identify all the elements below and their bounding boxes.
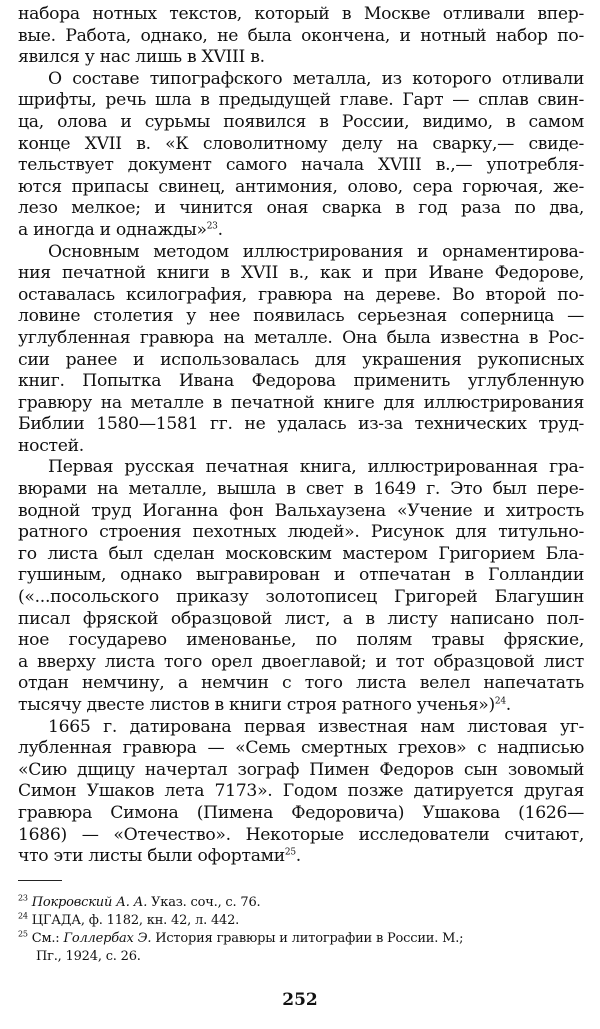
- text-line-content: 1686) — «Отечество». Некоторые исследователи считают,: [18, 824, 584, 845]
- text-line-content: ния печатной книги в XVII в., как и при Иване Федорове,: [18, 263, 584, 284]
- footnote-marker: 25: [284, 847, 296, 858]
- text-line: [18, 587, 584, 609]
- text-line: [18, 760, 584, 782]
- footnote-item: [18, 930, 584, 948]
- text-line-content: тысячу двесте листов в книги строя ратного ученья»): [18, 695, 495, 715]
- text-line-content: набора нотных текстов, который в Москве отливали впер-: [18, 4, 584, 24]
- text-line: [18, 328, 584, 350]
- text-line: [18, 630, 584, 652]
- text-line: [18, 522, 584, 544]
- text-line-content: явился у нас лишь в XVIII в.: [18, 47, 265, 68]
- text-line: [18, 673, 584, 695]
- text-line-content: углубленная гравюра на металле. Она была известна в Рос-: [18, 327, 584, 348]
- footnote-divider: [18, 880, 62, 881]
- text-line-content: лубленная гравюра — «Семь смертных грехов» с надписью: [18, 738, 584, 759]
- footnote-item: [18, 948, 584, 966]
- text-line: [18, 285, 584, 307]
- text-line-content: «Сию дщицу начертал зограф Пимен Федоров сын зовомый: [18, 759, 584, 780]
- text-line-content: вюрами на металле, вышла в свет в 1649 г. Это был пере-: [18, 479, 584, 500]
- text-line: [18, 26, 584, 48]
- text-line: [18, 803, 584, 825]
- text-line-content: лезо мелкое; и чинится оная сварка в год раза по два,: [18, 198, 584, 219]
- text-line: [18, 457, 584, 479]
- text-line-content: Симон Ушаков лета 7173». Годом позже датируется другая: [18, 781, 584, 802]
- text-line-content: ратного строения пехотных людей». Рисунок для титульно-: [18, 522, 584, 543]
- text-line: [18, 155, 584, 177]
- text-line: [18, 4, 584, 26]
- footnote-prefix: См.:: [31, 931, 64, 946]
- text-line: [18, 393, 584, 415]
- text-line: [18, 90, 584, 112]
- body-text: [18, 4, 584, 868]
- text-line: [18, 609, 584, 631]
- text-line: [18, 242, 584, 264]
- text-line: [18, 738, 584, 760]
- text-line: [18, 350, 584, 372]
- text-line-content: («...посольского приказу золотописец Григорей Благушин: [18, 587, 584, 608]
- text-line-content: водной труд Иоганна фон Вальхаузена «Учение и хитрость: [18, 500, 584, 521]
- text-line: [18, 134, 584, 156]
- text-line-content: писал фряской образцовой лист, а в листу написано пол-: [18, 608, 584, 629]
- footnote-text: Пг., 1924, с. 26.: [36, 949, 141, 964]
- text-line: [18, 717, 584, 739]
- text-line: [18, 781, 584, 803]
- text-line: [18, 177, 584, 199]
- text-line-content: оставалась ксилография, гравюра на дереве. Во второй по-: [18, 284, 584, 305]
- text-line: [18, 47, 584, 69]
- footnote-number: 25: [18, 930, 28, 939]
- text-line-content: Библии 1580—1581 гг. не удалась из-за технических труд-: [18, 414, 584, 435]
- text-line-content: вые. Работа, однако, не была окончена, и нотный набор по-: [18, 25, 584, 46]
- text-line: [18, 565, 584, 587]
- text-line-content: ное государево именованье, по полям травы фряские,: [18, 630, 584, 651]
- text-line: [18, 306, 584, 328]
- text-line: [18, 263, 584, 285]
- text-line-content: а вверху листа того орел двоеглавой; и тот образцовой лист: [18, 651, 584, 672]
- text-line-content: что эти листы были офортами: [18, 846, 285, 867]
- text-line: [18, 479, 584, 501]
- text-line-content: конце XVII в. «К словолитному делу на сварку,— свиде-: [18, 133, 584, 154]
- text-line: [18, 198, 584, 220]
- text-line-content: 1665 г. датирована первая известная нам листовая уг-: [48, 716, 584, 737]
- text-line-content: гушиным, однако выгравирован и отпечатан в Голландии: [18, 565, 584, 586]
- text-line-content: ются припасы свинец, антимония, олово, сера горючая, же-: [18, 176, 584, 197]
- footnote-marker: 24: [494, 696, 506, 707]
- text-line-content: сии ранее и использовалась для украшения рукописных: [18, 349, 584, 370]
- footnote-number: 24: [18, 912, 28, 921]
- text-line: [18, 652, 584, 674]
- text-line-content: отдан немчину, а немчин с того листа велел напечатать: [18, 673, 584, 694]
- text-line-content: О составе типографского металла, из которого отливали: [48, 68, 584, 89]
- footnote-text: ЦГАДА, ф. 1182, кн. 42, л. 442.: [31, 913, 240, 928]
- footnote-item: [18, 894, 584, 912]
- footnote-author: Покровский А. А.: [31, 895, 148, 910]
- text-line-content: шрифты, речь шла в предыдущей главе. Гарт — сплав свин-: [18, 90, 584, 111]
- text-line: [18, 371, 584, 393]
- text-line-content: ностей.: [18, 435, 84, 456]
- footnote-author: Голлербах Э.: [63, 931, 152, 946]
- text-line: а иногда и однажды»$^{23}$.: [18, 219, 223, 240]
- page-number: 252: [282, 990, 318, 1010]
- text-line-content: ца, олова и сурьмы появился в России, видимо, в самом: [18, 111, 584, 132]
- text-line: тысячу двесте листов в книги строя ратного ученья»)$^{24}$.: [18, 695, 511, 715]
- footnotes: [18, 894, 584, 966]
- text-line-content: книг. Попытка Ивана Федорова применить углубленную: [18, 371, 584, 392]
- text-line-content: Первая русская печатная книга, иллюстрированная гра-: [48, 457, 584, 478]
- text-line: что эти листы были офортами$^{25}$.: [18, 846, 301, 867]
- text-line: [18, 436, 584, 458]
- footnote-number: 23: [18, 894, 28, 903]
- footnote-text: Указ. соч., с. 76.: [147, 895, 261, 910]
- text-line-content: тельствует документ самого начала XVIII в.,— употребля-: [18, 155, 584, 176]
- text-line-content: го листа был сделан московским мастером Григорием Бла-: [18, 543, 584, 564]
- text-line: [18, 69, 584, 91]
- text-line: [18, 544, 584, 566]
- text-line-content: ловине столетия у нее появилась серьезная соперница —: [18, 306, 584, 327]
- text-line-content: гравюра Симона (Пимена Федоровича) Ушакова (1626—: [18, 802, 584, 823]
- text-line: [18, 825, 584, 847]
- text-line-content: гравюру на металле в печатной книге для иллюстрирования: [18, 392, 584, 413]
- footnote-marker: 23: [206, 221, 218, 232]
- text-line-content: Основным методом иллюстрирования и орнаментирова-: [48, 241, 584, 262]
- text-line-content: а иногда и однажды»: [18, 219, 207, 240]
- footnote-text: История гравюры и литографии в России. М.;: [151, 931, 464, 946]
- footnote-item: [18, 912, 584, 930]
- text-line: [18, 414, 584, 436]
- text-line: [18, 112, 584, 134]
- text-line: [18, 501, 584, 523]
